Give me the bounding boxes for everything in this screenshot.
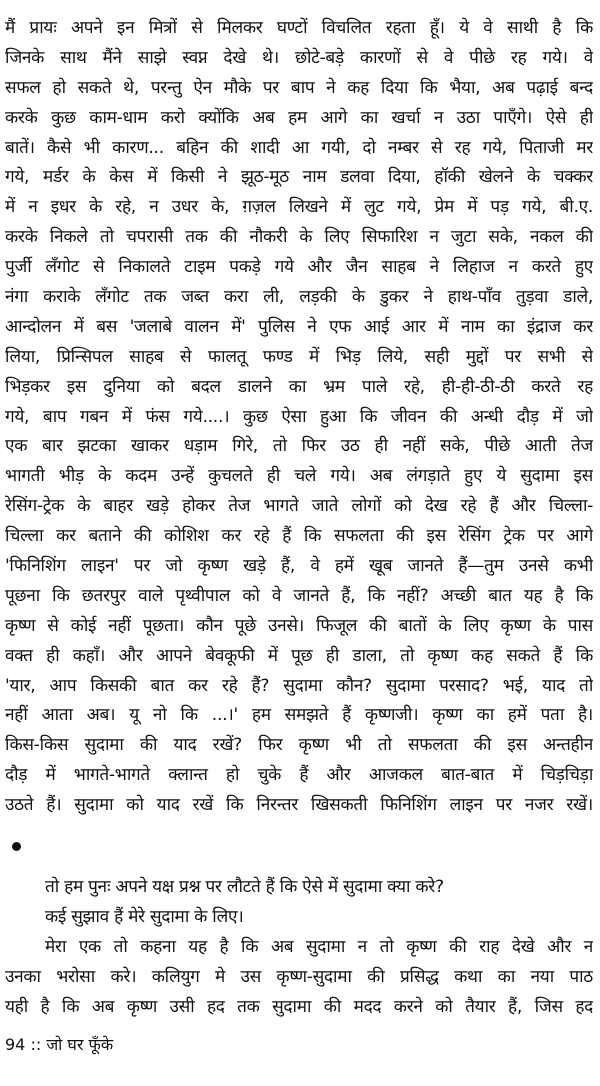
text-line: 'यार, आप किसकी बात कर रहे हैं? सुदामा कौन? सुदामा परसाद? भई, याद तो — [5, 675, 593, 696]
text-line: गये, मर्डर के केस में किसी ने झूठ-मूठ नाम डलवा दिया, हॉकी खेलने के चक्कर — [5, 167, 593, 188]
text-line: भिड़कर इस दुनिया को बदल डालने का भ्रम पाले रहे, ही-ही-ठी-ठी करते रह — [5, 376, 593, 397]
text-line: पुर्जी लँगोट से निकालते टाइम पकड़े गये और जैन साहब ने लिहाज न करते हुए — [5, 257, 593, 278]
text-line: गये, बाप गबन में फंस गये....। कुछ ऐसा हुआ कि जीवन की अन्धी दौड़ में जो — [5, 406, 593, 427]
text-line: में न इधर के रहे, न उधर के, ग़ज़ल लिखने में लुट गये, प्रेम में पड़ गये, बी.ए. — [5, 197, 593, 218]
text-line: आन्दोलन में बस 'जलाबे वालन में' पुलिस ने एफ आई आर में नाम का इंद्राज कर — [5, 316, 593, 337]
section-bullet-icon — [12, 842, 21, 851]
text-line: पूछना कि छतरपुर वाले पृथ्वीपाल को वे जानते हैं, कि नहीं? अच्छी बात यह है कि — [5, 585, 593, 606]
text-line: चिल्ला कर बताने की कोशिश कर रहे हैं कि सफलता की इस रेसिंग ट्रेक पर आगे — [5, 526, 593, 547]
text-line: दौड़ में भागते-भागते क्लान्त हो चुके हैं और आजकल बात-बात में चिड़चिड़ा — [5, 765, 593, 786]
text-line: रेसिंग-ट्रेक के बाहर खड़े होकर तेज भागते जाते लोगों को देख रहे हैं और चिल्ला- — [5, 496, 593, 517]
page-footer: 94 :: जो घर फूँके — [5, 1035, 114, 1054]
body-paragraph-2 — [5, 873, 593, 1022]
text-line: कृष्ण से कोई नहीं पूछता। कौन पूछे उनसे। फिजूल की बातों के लिए कृष्ण के पास — [5, 615, 593, 636]
text-line: बातें। कैसे भी कारण... बहिन की शादी आ गयी, दो नम्बर से रह गये, पिताजी मर — [5, 137, 593, 158]
text-line: करके निकले तो चपरासी तक की नौकरी के लिए सिफारिश न जुटा सके, नकल की — [5, 227, 593, 248]
text-line: नंगा कराके लँगोट तक जब्त करा ली, लड़की के डुकर ने हाथ-पाँव तुड़वा डाले, — [5, 287, 593, 308]
text-line: लिया, प्रिन्सिपल साहब से फालतू फण्ड में भिड़ लिये, सही मुद्दों पर सभी से — [5, 346, 593, 367]
text-line: नहीं आता अब। यू नो कि ...।' हम समझते हैं कृष्णजी। कृष्ण का हमें पता है। — [5, 705, 593, 726]
text-line: भागती भीड़ के कदम उन्हें कुचलते ही चले गये। अब लंगड़ाते हुए ये सुदामा इस — [5, 466, 593, 487]
text-line: यही है कि अब कृष्ण उसी हद तक सुदामा की मदद करने को तैयार हैं, जिस हद — [5, 996, 593, 1017]
text-line: कई सुझाव हैं मेरे सुदामा के लिए। — [45, 906, 244, 927]
text-line: उनका भरोसा करे। कलियुग मे उस कृष्ण-सुदामा की प्रसिद्ध कथा का नया पाठ — [5, 966, 593, 987]
text-line: सफल हो सकते थे, परन्तु ऐन मौके पर बाप ने कह दिया कि भैया, अब पढ़ाई बन्द — [5, 77, 593, 98]
text-line: तो हम पुनः अपने यक्ष प्रश्न पर लौटते हैं कि ऐसे में सुदामा क्या करे? — [45, 877, 444, 897]
text-line: वक्त ही कहाँ। और आपने बेवकूफी में पूछ ही डाला, तो कृष्ण कह सकते हैं कि — [5, 645, 593, 666]
text-line: एक बार झटका खाकर धड़ाम गिरे, तो फिर उठ ही नहीं सके, पीछे आती तेज — [5, 436, 593, 457]
body-paragraph — [5, 14, 593, 821]
text-line: मैं प्रायः अपने इन मित्रों से मिलकर घण्टों विचलित रहता हूँ। ये वे साथी है कि — [5, 18, 593, 38]
text-line: 'फिनिशिंग लाइन' पर जो कृष्ण खड़े हैं, वे हमें खूब जानते हैं—तुम उनसे कभी — [5, 556, 593, 577]
text-line: मेरा एक तो कहना यह है कि अब सुदामा न तो कृष्ण की राह देखे और न — [45, 936, 593, 957]
text-line: जिनके साथ मैंने साझे स्वप्न देखे थे। छोटे-बड़े कारणों से वे पीछे रह गये। वे — [5, 47, 593, 68]
text-line: उठते हैं। सुदामा को याद रखें कि निरन्तर खिसकती फिनिशिंग लाइन पर नजर रखें। — [5, 795, 593, 816]
text-line: करके कुछ काम-धाम करो क्योंकि अब हम आगे का खर्चा न उठा पाएँगे। ऐसे ही — [5, 107, 593, 128]
text-line: किस-किस सुदामा की याद रखें? फिर कृष्ण भी तो सफलता की इस अन्तहीन — [5, 735, 593, 756]
